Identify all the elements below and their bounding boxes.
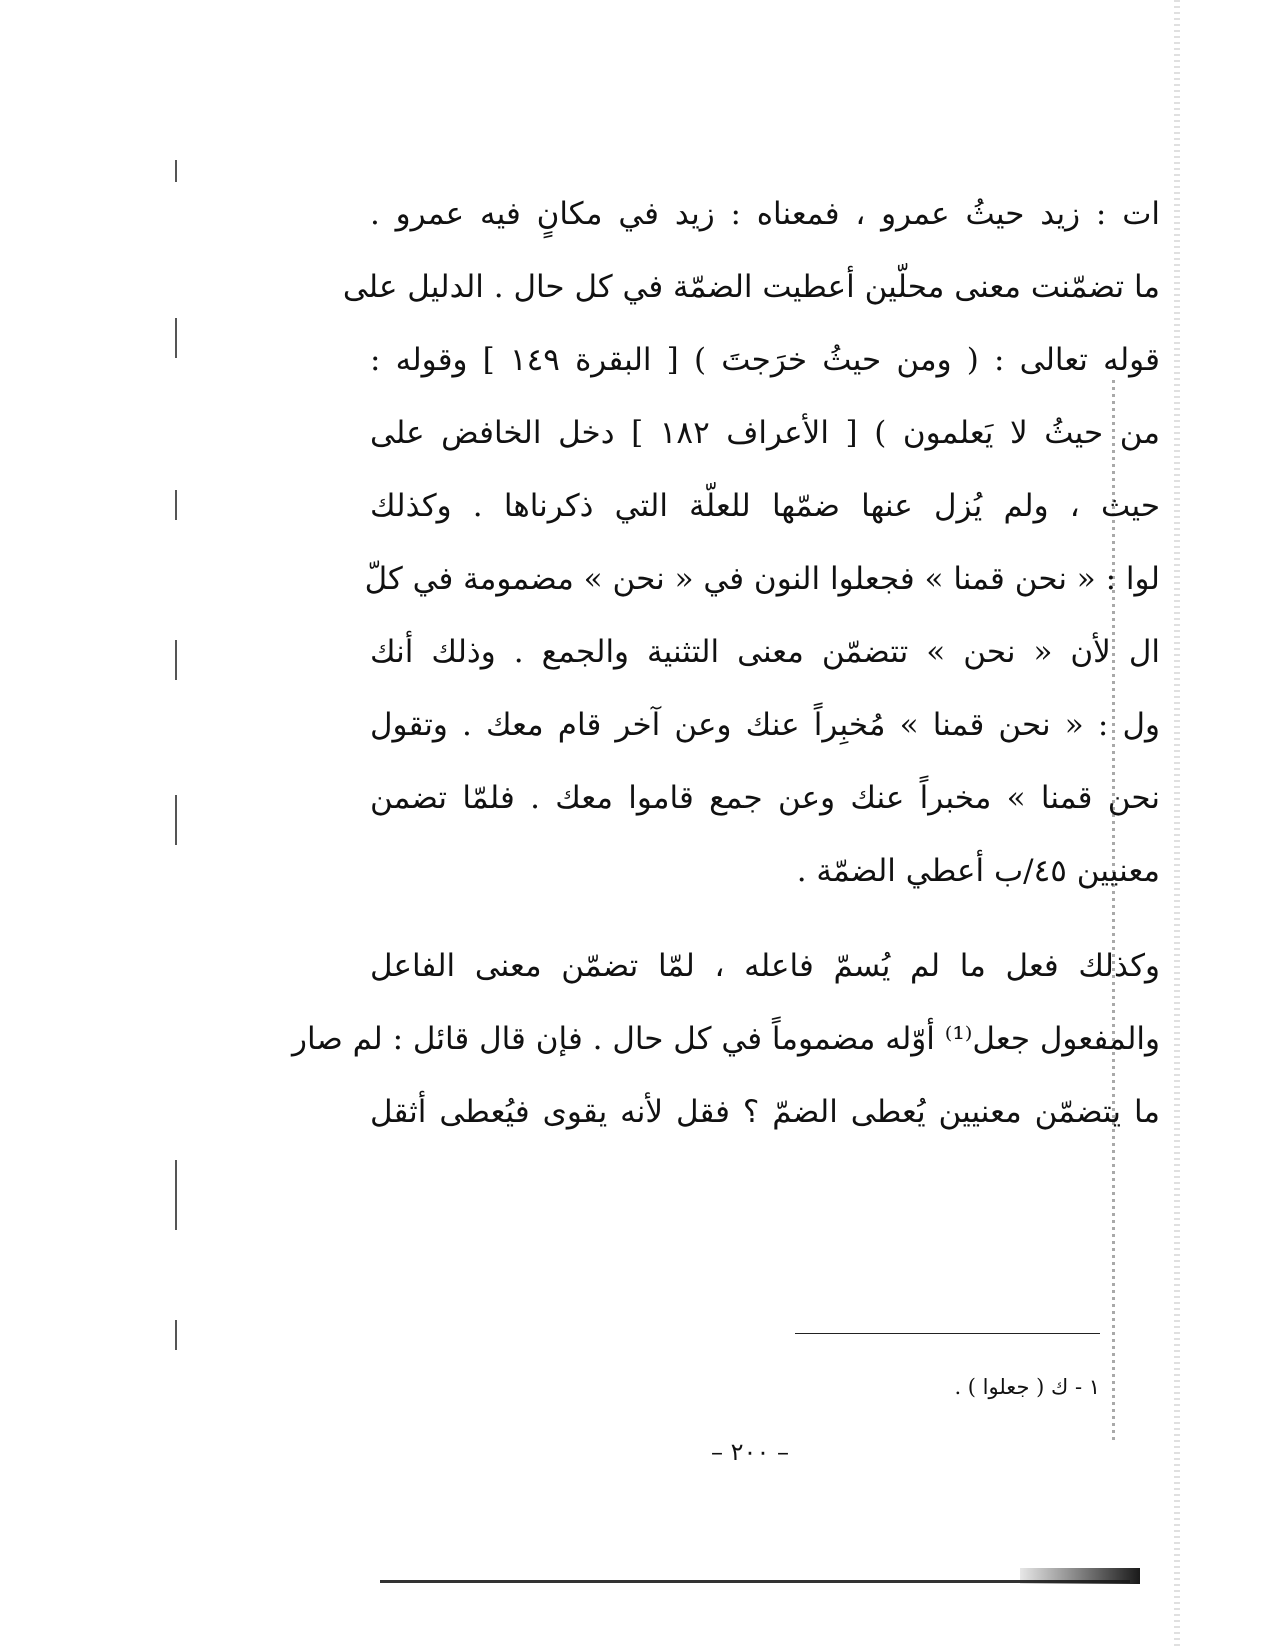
paragraph-gap	[370, 908, 1160, 930]
footnote-divider	[795, 1333, 1100, 1334]
scan-mark	[175, 1320, 177, 1350]
bottom-border-rule	[380, 1580, 1130, 1583]
text-line: ما يتضمّن معنيين يُعطى الضمّ ؟ فقل لأنه يقوى فيُعطى أثقل	[370, 1094, 1160, 1130]
scan-mark	[175, 318, 177, 358]
scan-edge-artifact	[1174, 0, 1180, 1650]
bottom-border-shadow	[1020, 1568, 1140, 1584]
text-line: ول : « نحن قمنا » مُخبِراً عنك وعن آخر قام معك . وتقول	[370, 707, 1160, 743]
text-line: ما تضمّنت معنى محلّين أعطيت الضمّة في كل حال . الدليل على	[342, 269, 1160, 305]
text-line: حيث ، ولم يُزل عنها ضمّها للعلّة التي ذكرناها . وكذلك	[370, 488, 1160, 524]
text-line: ات : زيد حيثُ عمرو ، فمعناه : زيد في مكانٍ فيه عمرو .	[370, 196, 1160, 232]
text-line: ال لأن « نحن » تتضمّن معنى التثنية والجمع . وذلك أنك	[370, 634, 1160, 670]
text-line: وكذلك فعل ما لم يُسمّ فاعله ، لمّا تضمّن معنى الفاعل	[370, 948, 1160, 984]
text-line: والمفعول جعل⁽¹⁾ أوّله مضموماً في كل حال . فإن قال قائل : لم صار	[292, 1021, 1160, 1057]
page-number: – ٢٠٠ –	[711, 1438, 789, 1466]
text-line: معنيين ٤٥/ب أعطي الضمّة .	[796, 853, 1160, 889]
text-line: من حيثُ لا يَعلمون ) [ الأعراف ١٨٢ ] دخل الخافض على	[370, 415, 1160, 451]
scan-mark	[175, 640, 177, 680]
scan-mark	[175, 490, 177, 520]
text-line: نحن قمنا » مخبراً عنك وعن جمع قاموا معك . فلمّا تضمن	[370, 780, 1160, 816]
scan-mark	[175, 795, 177, 845]
scan-mark	[175, 160, 177, 182]
main-text	[292, 178, 1160, 1149]
scan-mark	[175, 1160, 177, 1230]
text-line: لوا : « نحن قمنا » فجعلوا النون في « نحن » مضمومة في كلّ	[364, 561, 1160, 597]
text-line: قوله تعالى : ( ومن حيثُ خرَجتَ ) [ البقرة ١٤٩ ] وقوله :	[370, 342, 1160, 378]
footnote: ١ - ك ( جعلوا ) .	[954, 1375, 1100, 1399]
